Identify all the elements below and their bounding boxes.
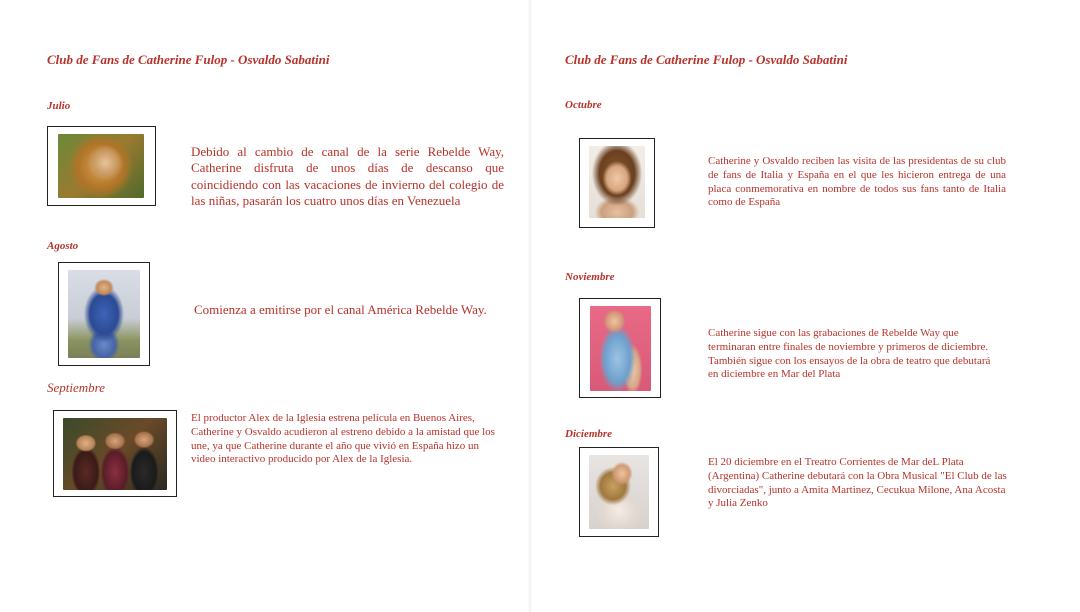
entry-text-julio: Debido al cambio de canal de la serie Rebelde Way, Catherine disfruta de unos días de descanso que coincidiendo con las vacaciones de invierno del colegio de las niñas, pasarán los cuatro unos días en Venezuela — [191, 144, 504, 208]
catherine-photo-diciembre — [589, 455, 649, 529]
entry-text-diciembre: El 20 diciembre en el Treatro Corrientes de Mar deL Plata (Argentina) Catherine debutará con la Obra Musical "El Club de las divorciadas", junto a Amita Martinez, Cecukua Milone, Ana Acosta y Julia Zenko — [708, 456, 1007, 510]
photo-frame — [579, 298, 661, 398]
month-heading-diciembre: Diciembre — [565, 428, 613, 440]
photo-frame — [579, 447, 659, 537]
entry-text-septiembre: El productor Alex de la Iglesia estrena película en Buenos Aires, Catherine y Osvaldo acudieron al estreno debido a la amistad que los une, ya que Catherine durante el año que vivió en España hizo un video interactivo producido por Alex de la Iglesia. — [191, 412, 495, 466]
month-heading-octubre: Octubre — [565, 99, 602, 111]
entry-text-agosto: Comienza a emitirse por el canal América Rebelde Way. — [194, 302, 487, 317]
photo-frame — [58, 262, 150, 366]
month-heading-noviembre: Noviembre — [565, 271, 615, 283]
catherine-photo-agosto — [68, 270, 140, 358]
entry-text-octubre: Catherine y Osvaldo reciben las visita de las presidentas de su club de fans de Italia y España en el que les hicieron entrega de una placa conmemorativa en nombre de todos sus fans tanto de Italia como de España — [708, 155, 1006, 209]
page-header: Club de Fans de Catherine Fulop - Osvaldo Sabatini — [47, 52, 330, 67]
catherine-photo-noviembre — [590, 306, 651, 391]
photo-frame — [53, 410, 177, 497]
month-heading-julio: Julio — [47, 100, 71, 112]
right-page — [530, 0, 1080, 612]
photo-frame — [47, 126, 156, 206]
catherine-photo-julio — [58, 134, 144, 198]
month-heading-septiembre: Septiembre — [47, 380, 105, 395]
event-photo-septiembre — [63, 418, 167, 490]
left-page — [0, 0, 530, 612]
month-heading-agosto: Agosto — [47, 240, 79, 252]
entry-text-noviembre: Catherine sigue con las grabaciones de Rebelde Way que terminaran entre finales de noviembre y primeros de diciembre. También sigue con los ensayos de la obra de teatro que debutará en diciembre en Mar del Plata — [708, 327, 991, 381]
photo-frame — [579, 138, 655, 228]
catherine-photo-octubre — [589, 146, 645, 218]
page-header: Club de Fans de Catherine Fulop - Osvaldo Sabatini — [565, 52, 848, 67]
